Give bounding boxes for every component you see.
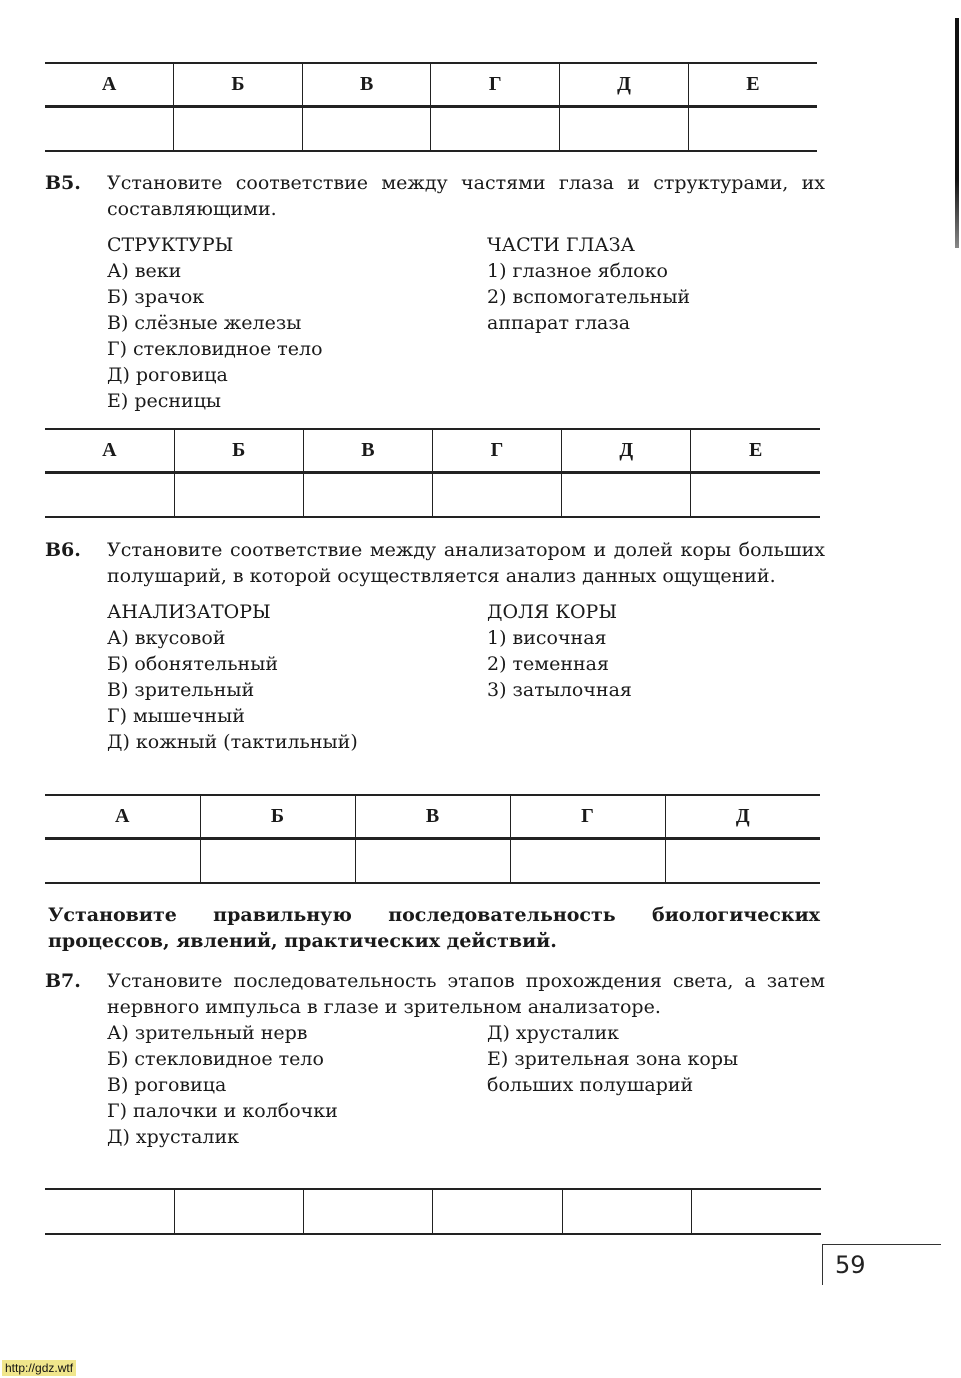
list-item: 2) теменная <box>487 653 609 675</box>
table-header-cell: Д <box>560 63 689 107</box>
question-b5 <box>45 170 825 414</box>
list-item: 2) вспомогательный <box>487 286 691 308</box>
list-item: Г) палочки и колбочки <box>107 1100 338 1122</box>
question-b7 <box>45 968 825 1150</box>
table-header-cell: Е <box>691 429 820 473</box>
table-header-cell: В <box>303 429 432 473</box>
list-item: Е) ресницы <box>107 390 222 412</box>
list-item: А) вкусовой <box>107 627 226 649</box>
table-header-cell: В <box>302 63 431 107</box>
list-item: аппарат глаза <box>487 312 631 334</box>
list-item: В) зрительный <box>107 679 255 701</box>
answer-table-b6 <box>45 794 820 884</box>
table-header-cell: Д <box>665 795 820 839</box>
stages-column-right <box>487 1020 738 1098</box>
answer-cell[interactable] <box>45 473 174 518</box>
list-item: Б) зрачок <box>107 286 205 308</box>
answer-cell[interactable] <box>302 107 431 152</box>
answer-cell[interactable] <box>174 1189 303 1234</box>
table-header-cell: Б <box>174 429 303 473</box>
answer-cell[interactable] <box>433 1189 562 1234</box>
table-header-cell: Г <box>431 63 560 107</box>
list-item: А) зрительный нерв <box>107 1022 308 1044</box>
answer-cell[interactable] <box>174 473 303 518</box>
answer-cell[interactable] <box>304 1189 433 1234</box>
answer-cell[interactable] <box>432 473 561 518</box>
table-header-cell: В <box>355 795 510 839</box>
list-item: Б) стекловидное тело <box>107 1048 324 1070</box>
answer-cell[interactable] <box>691 473 820 518</box>
answer-cell[interactable] <box>174 107 303 152</box>
question-number: В5. <box>45 172 81 194</box>
question-text: Установите соответствие между частями глаза и структурами, их составляющими. <box>107 172 825 220</box>
answer-cell[interactable] <box>562 473 691 518</box>
answer-cell[interactable] <box>688 107 817 152</box>
answer-cell[interactable] <box>560 107 689 152</box>
eye-parts-column <box>487 232 690 336</box>
list-item: Е) зрительная зона коры <box>487 1048 739 1070</box>
question-text: Установите соответствие между анализатором и долей коры больших полушарий, в которой осуществляется анализ данных ощущений. <box>107 539 825 587</box>
answer-cell[interactable] <box>665 839 820 884</box>
question-b6 <box>45 537 825 755</box>
table-header-cell: Б <box>174 63 303 107</box>
list-item: В) слёзные железы <box>107 312 302 334</box>
section-instruction: Установите правильную последовательность биологических процессов, явлений, практических действий. <box>48 904 820 952</box>
list-item: Д) кожный (тактильный) <box>107 731 358 753</box>
list-item: больших полушарий <box>487 1074 694 1096</box>
list-item: 1) глазное яблоко <box>487 260 668 282</box>
answer-table-b5 <box>45 428 820 518</box>
table-header-cell: Г <box>510 795 665 839</box>
list-item: А) веки <box>107 260 182 282</box>
table-header-cell: А <box>45 795 200 839</box>
table-header-cell: А <box>45 429 174 473</box>
answer-cell[interactable] <box>45 1189 174 1234</box>
structures-column <box>107 232 323 414</box>
question-number: В7. <box>45 970 81 992</box>
list-item: Г) стекловидное тело <box>107 338 323 360</box>
analyzers-column <box>107 599 358 755</box>
list-item: Д) роговица <box>107 364 228 386</box>
list-item: 1) височная <box>487 627 607 649</box>
stages-column-left <box>107 1020 338 1150</box>
answer-table-b7 <box>45 1188 821 1235</box>
answer-cell[interactable] <box>692 1189 821 1234</box>
list-item: 3) затылочная <box>487 679 632 701</box>
answer-cell[interactable] <box>431 107 560 152</box>
answer-cell[interactable] <box>562 1189 691 1234</box>
answer-cell[interactable] <box>303 473 432 518</box>
page-edge-bar <box>955 18 959 248</box>
list-item: В) роговица <box>107 1074 227 1096</box>
table-header-cell: А <box>45 63 174 107</box>
column-title: ЧАСТИ ГЛАЗА <box>487 234 635 256</box>
answer-table-previous <box>45 62 817 152</box>
page-number-box <box>822 1244 941 1285</box>
list-item: Б) обонятельный <box>107 653 278 675</box>
question-number: В6. <box>45 539 81 561</box>
question-text: Установите последовательность этапов прохождения света, а затем нервного импульса в глазе и зрительном анализаторе. <box>107 970 825 1018</box>
table-header-cell: Е <box>688 63 817 107</box>
answer-cell[interactable] <box>510 839 665 884</box>
column-title: СТРУКТУРЫ <box>107 234 234 256</box>
answer-cell[interactable] <box>355 839 510 884</box>
column-title: АНАЛИЗАТОРЫ <box>107 601 271 623</box>
table-header-cell: Д <box>562 429 691 473</box>
column-title: ДОЛЯ КОРЫ <box>487 601 618 623</box>
table-header-cell: Г <box>432 429 561 473</box>
list-item: Д) хрусталик <box>107 1126 240 1148</box>
answer-cell[interactable] <box>200 839 355 884</box>
watermark-link[interactable]: http://gdz.wtf <box>2 1360 76 1376</box>
answer-cell[interactable] <box>45 839 200 884</box>
cortex-lobe-column <box>487 599 632 703</box>
page-number: 59 <box>835 1251 866 1279</box>
table-header-cell: Б <box>200 795 355 839</box>
list-item: Д) хрусталик <box>487 1022 620 1044</box>
answer-cell[interactable] <box>45 107 174 152</box>
list-item: Г) мышечный <box>107 705 245 727</box>
